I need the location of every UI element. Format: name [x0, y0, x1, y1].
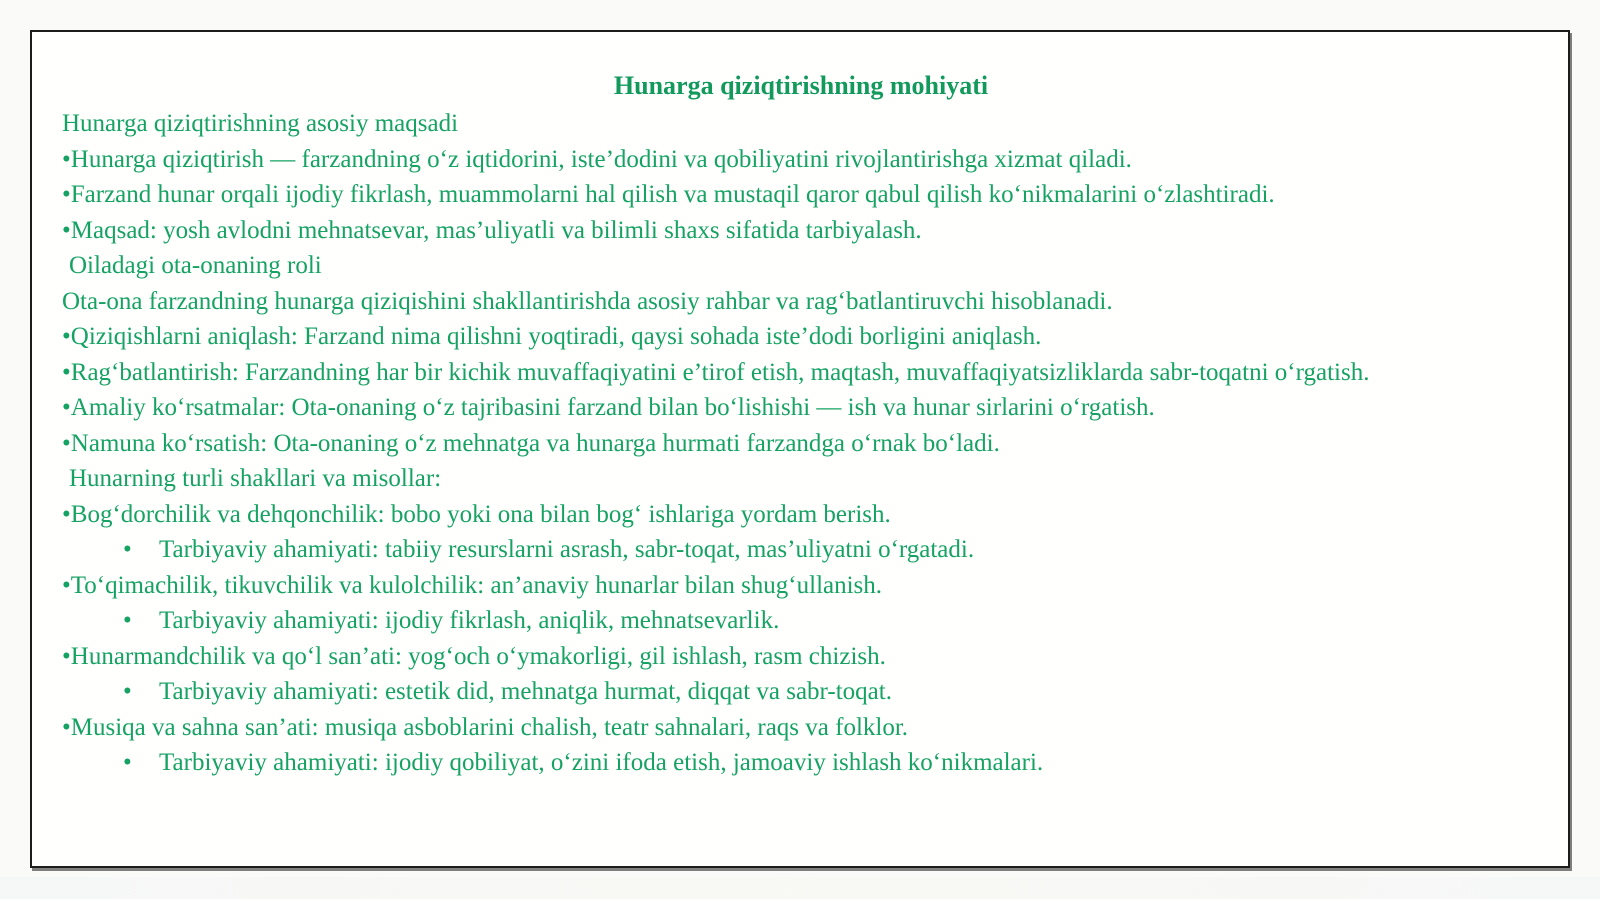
bullet-icon: •	[123, 536, 132, 563]
text-line	[62, 603, 1540, 639]
bullet-icon: •	[62, 358, 71, 386]
text-line	[62, 177, 1540, 213]
slide-frame	[30, 30, 1570, 868]
line-text: Ragʻbatlantirish: Farzandning har bir kichik muvaffaqiyatini e’tirof etish, maqtash, muvaffaqiyatsizliklarda sabr-toqatni oʻrgatish.	[70, 358, 1370, 386]
text-line	[62, 497, 1540, 533]
line-text: Hunarga qiziqtirish — farzandning oʻz iqtidorini, iste’dodini va qobiliyatini rivojlantirishga xizmat qiladi.	[70, 145, 1132, 173]
text-line	[62, 248, 1540, 284]
text-line	[62, 213, 1540, 249]
line-text: Farzand hunar orqali ijodiy fikrlash, muammolarni hal qilish va mustaqil qaror qabul qilish koʻnikmalarini oʻzlashtiradi.	[70, 181, 1275, 208]
bullet-icon: •	[62, 394, 71, 421]
line-text: Oiladagi ota-onaning roli	[69, 252, 322, 279]
bullet-icon: •	[123, 678, 132, 705]
line-text: Ota-ona farzandning hunarga qiziqishini shakllantirishda asosiy rahbar va ragʻbatlantiruvchi hisoblanadi.	[62, 287, 1113, 315]
line-text: Hunarning turli shakllari va misollar:	[69, 465, 442, 492]
bullet-icon: •	[62, 571, 71, 599]
text-line	[62, 674, 1540, 710]
line-text: Toʻqimachilik, tikuvchilik va kulolchilik: an’anaviy hunarlar bilan shugʻullanish.	[70, 571, 883, 599]
text-line	[62, 284, 1540, 320]
bottom-artifact-strip	[0, 877, 1600, 899]
line-text: Tarbiyaviy ahamiyati: ijodiy fikrlash, aniqlik, mehnatsevarlik.	[159, 607, 780, 634]
line-text: Tarbiyaviy ahamiyati: tabiiy resurslarni asrash, sabr-toqat, mas’uliyatni oʻrgatadi.	[159, 536, 975, 563]
bullet-icon: •	[62, 713, 71, 741]
line-text: Musiqa va sahna san’ati: musiqa asboblarini chalish, teatr sahnalari, raqs va folklor.	[70, 713, 909, 741]
bullet-icon: •	[123, 749, 132, 776]
line-text: Maqsad: yosh avlodni mehnatsevar, mas’uliyatli va bilimli shaxs sifatida tarbiyalash.	[70, 216, 922, 244]
bullet-icon: •	[62, 323, 71, 350]
text-line	[62, 142, 1540, 178]
bullet-icon: •	[62, 145, 71, 173]
text-line	[62, 106, 1540, 142]
bullet-icon: •	[62, 216, 71, 244]
line-text: Hunarmandchilik va qoʻl san’ati: yogʻoch oʻymakorligi, gil ishlash, rasm chizish.	[70, 642, 886, 670]
bullet-icon: •	[123, 607, 132, 634]
text-line	[62, 355, 1540, 391]
text-line	[62, 710, 1540, 746]
bullet-icon: •	[62, 500, 71, 528]
text-line	[62, 532, 1540, 568]
text-line	[62, 745, 1540, 781]
line-text: Tarbiyaviy ahamiyati: ijodiy qobiliyat, oʻzini ifoda etish, jamoaviy ishlash koʻnikmalari.	[159, 749, 1044, 776]
text-line	[62, 461, 1540, 497]
line-text: Amaliy koʻrsatmalar: Ota-onaning oʻz tajribasini farzand bilan boʻlishishi — ish va hunar sirlarini oʻrgatish.	[70, 394, 1155, 421]
line-text: Namuna koʻrsatish: Ota-onaning oʻz mehnatga va hunarga hurmati farzandga oʻrnak boʻladi.	[70, 429, 1000, 457]
bullet-icon: •	[62, 181, 71, 208]
bullet-icon: •	[62, 642, 71, 670]
line-text: Qiziqishlarni aniqlash: Farzand nima qilishni yoqtiradi, qaysi sohada iste’dodi borligini aniqlash.	[70, 323, 1042, 350]
line-text: Tarbiyaviy ahamiyati: estetik did, mehnatga hurmat, diqqat va sabr-toqat.	[159, 678, 892, 705]
text-line	[62, 390, 1540, 426]
text-line	[62, 568, 1540, 604]
text-line	[62, 639, 1540, 675]
bullet-icon: •	[62, 429, 71, 457]
text-line	[62, 319, 1540, 355]
slide-title: Hunarga qiziqtirishning mohiyati	[613, 71, 989, 100]
text-line	[62, 426, 1540, 462]
line-text: Bogʻdorchilik va dehqonchilik: bobo yoki ona bilan bogʻ ishlariga yordam berish.	[70, 500, 891, 528]
line-text: Hunarga qiziqtirishning asosiy maqsadi	[62, 110, 459, 137]
